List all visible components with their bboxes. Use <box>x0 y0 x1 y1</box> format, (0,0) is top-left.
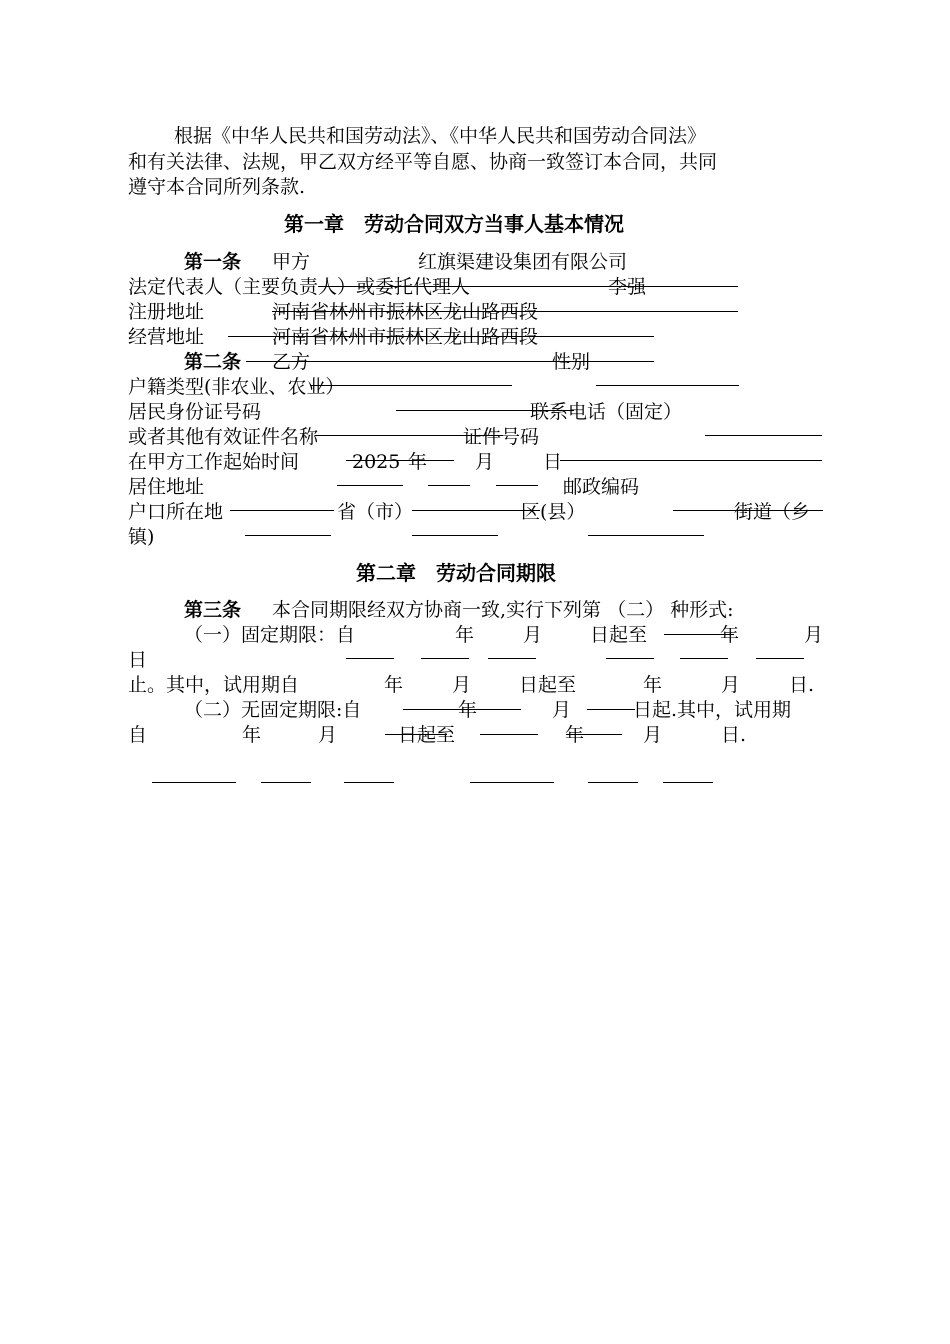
probation-start-to: 日起至 <box>519 674 577 696</box>
operating-address-value: 河南省林州市振林区龙山路西段 <box>272 326 539 348</box>
registered-address-label: 注册地址 <box>128 301 205 323</box>
open-start-year-underline <box>152 782 236 783</box>
fixed-term-label: （一）固定期限：自 <box>184 624 356 646</box>
start-year-char: 年 <box>408 451 428 473</box>
phone-label: 联系电话（固定） <box>530 401 683 423</box>
start-day-underline <box>428 485 470 486</box>
open-probation-year-underline <box>480 734 538 735</box>
operating-address-underline <box>228 336 654 337</box>
open-probation-start-to: 日起至 <box>398 724 456 746</box>
hukou-underline <box>230 510 334 511</box>
province-underline <box>412 510 540 511</box>
gender-label: 性别 <box>552 351 591 373</box>
registered-address-value: 河南省林州市振林区龙山路西段 <box>272 301 539 323</box>
probation-label: 止。其中，试用期自 <box>128 674 300 696</box>
hukou-label: 户口所在地 <box>128 501 224 523</box>
fixed-term-start-year-underline <box>346 658 394 659</box>
representative-underline <box>318 286 738 287</box>
chapter-2-title: 第二章 劳动合同期限 <box>356 561 556 585</box>
start-month-char: 月 <box>475 451 495 473</box>
other-cert-underline <box>315 435 503 436</box>
open-probation-end-year-char: 年 <box>565 724 585 746</box>
probation-year-char: 年 <box>384 674 404 696</box>
district-label: 区(县） <box>521 501 586 523</box>
fixed-term-end-month-underline <box>680 658 728 659</box>
intro-line-3: 遵守本合同所列条款. <box>128 176 306 198</box>
probation-month-char: 月 <box>452 674 472 696</box>
article-3-text: 本合同期限经双方协商一致,实行下列第 （二） 种形式: <box>272 599 734 621</box>
operating-address-label: 经营地址 <box>128 326 205 348</box>
article-1-label: 第一条 <box>184 251 242 273</box>
fixed-term-end-month-char: 月 <box>804 624 824 646</box>
town-underline <box>588 535 704 536</box>
open-probation-end-day-char: 日. <box>721 724 747 746</box>
intro-line-1: 根据《中华人民共和国劳动法》、《中华人民共和国劳动合同法》 <box>174 125 707 147</box>
open-term-label: （二）无固定期限:自 <box>184 699 362 721</box>
fixed-term-start-month-underline <box>421 658 469 659</box>
open-end-month-underline <box>588 782 638 783</box>
fixed-term-start-day-underline <box>488 658 536 659</box>
open-probation-from: 自 <box>128 724 148 746</box>
street-underline <box>412 535 498 536</box>
representative-name: 李强 <box>608 276 647 298</box>
id-number-underline <box>396 410 574 411</box>
district-underline <box>245 535 331 536</box>
open-probation-end-month-char: 月 <box>643 724 663 746</box>
fixed-term-end-year-char: 年 <box>720 624 740 646</box>
party-b-label: 乙方 <box>272 351 311 373</box>
cert-number-underline <box>560 460 822 461</box>
fixed-term-end-day-char: 日 <box>128 649 148 671</box>
start-day-char: 日 <box>543 451 563 473</box>
probation-end-year-char: 年 <box>643 674 663 696</box>
street-label: 街道（乡 <box>734 501 811 523</box>
open-term-year-underline <box>403 709 521 710</box>
probation-end-month-char: 月 <box>721 674 741 696</box>
article-3-label: 第三条 <box>184 599 242 621</box>
start-year-value: 2025 <box>352 451 401 473</box>
open-start-month-underline <box>261 782 311 783</box>
start-month-underline <box>337 485 403 486</box>
province-label: 省（市） <box>337 501 414 523</box>
start-date-label: 在甲方工作起始时间 <box>128 451 300 473</box>
postcode-label: 邮政编码 <box>563 476 640 498</box>
start-year-underline <box>346 460 454 461</box>
chapter-1-title: 第一章 劳动合同双方当事人基本情况 <box>284 212 624 236</box>
open-probation-start-to-underline <box>385 734 447 735</box>
open-term-mid-text: 日起.其中，试用期 <box>633 699 792 721</box>
phone-underline <box>705 435 822 436</box>
article-2-label: 第二条 <box>184 351 242 373</box>
open-start-day-underline <box>344 782 394 783</box>
open-end-day-underline <box>663 782 713 783</box>
fixed-term-end-day-underline <box>756 658 804 659</box>
party-a-name: 红旗渠建设集团有限公司 <box>418 251 628 273</box>
other-cert-label: 或者其他有效证件名称 <box>128 426 319 448</box>
party-a-label: 甲方 <box>272 251 311 273</box>
probation-end-day-char: 日. <box>789 674 815 696</box>
open-probation-month-char: 月 <box>318 724 338 746</box>
town-label: 镇) <box>128 526 155 548</box>
registered-address-underline <box>272 311 738 312</box>
party-b-underline <box>246 361 654 362</box>
representative-label: 法定代表人（主要负责人）或委托代理人 <box>128 276 471 298</box>
fixed-term-month-char: 月 <box>523 624 543 646</box>
open-term-month-underline <box>587 709 635 710</box>
residence-label: 居住地址 <box>128 476 205 498</box>
postcode-underline <box>673 510 823 511</box>
intro-line-2: 和有关法律、法规，甲乙双方经平等自愿、协商一致签订本合同，共同 <box>128 151 718 173</box>
huji-type-underline <box>310 385 512 386</box>
cert-number-label: 证件号码 <box>463 426 540 448</box>
open-probation-year-char: 年 <box>242 724 262 746</box>
fixed-term-end-year-underline-2 <box>606 658 654 659</box>
gender-underline <box>596 385 739 386</box>
residence-underline <box>496 485 538 486</box>
open-term-month-char: 月 <box>552 699 572 721</box>
huji-type-label: 户籍类型(非农业、农业） <box>128 376 345 398</box>
open-end-year-underline <box>470 782 554 783</box>
open-term-year-char: 年 <box>458 699 478 721</box>
fixed-term-year-char: 年 <box>455 624 475 646</box>
fixed-term-end-year-underline <box>664 634 734 635</box>
fixed-term-start-to: 日起至 <box>590 624 648 646</box>
id-number-label: 居民身份证号码 <box>128 401 262 423</box>
open-probation-month-underline <box>566 734 622 735</box>
